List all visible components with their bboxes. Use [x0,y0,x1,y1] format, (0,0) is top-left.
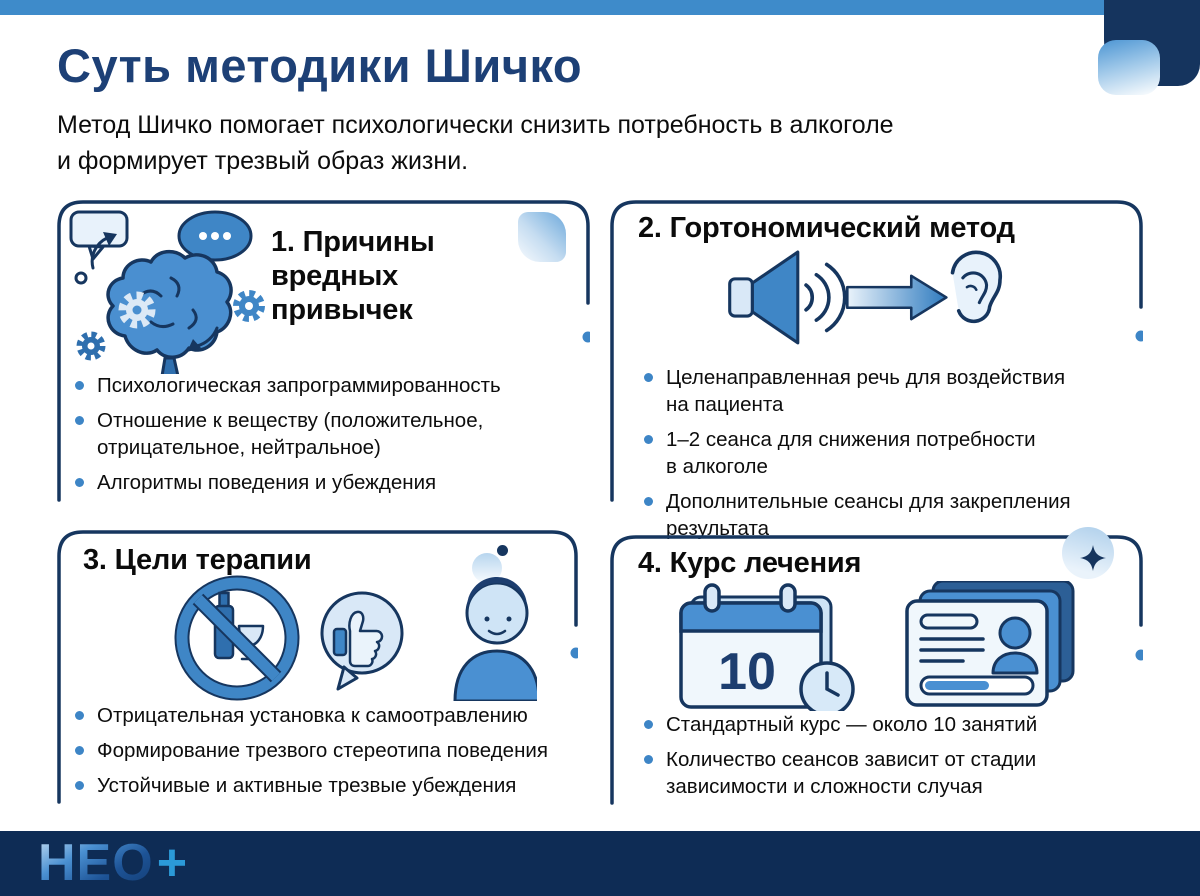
bullet-item: Алгоритмы поведения и убеждения [73,469,578,496]
bullet-item: Стандартный курс — около 10 занятий [642,711,1132,738]
accent-dot-icon [583,332,591,343]
bullet-item: Целенаправленная речь для воздействия на пациента [642,364,1112,418]
card-title: 4. Курс лечения [638,547,862,579]
thumbs-up-icon [322,593,402,689]
bullet-list [73,702,573,807]
clock-icon [801,663,853,711]
bullet-item: Отношение к веществу (положительное, отрицательное, нейтральное) [73,407,578,461]
card-treatment-course [610,535,1143,815]
card-title: 2. Гортономический метод [638,212,1015,244]
arrow-right-icon [847,276,946,319]
bullet-list [73,372,578,504]
speaker-icon [730,252,798,343]
gear-icon [237,294,261,318]
logo-text: НЕО [38,834,154,892]
no-alcohol-icon [182,583,292,693]
bullet-list [642,364,1112,550]
bullet-item: 1–2 сеанса для снижения потребности в алкоголе [642,426,1112,480]
subtitle-line: и формирует трезвый образ жизни. [57,146,469,175]
bullet-item: Устойчивые и активные трезвые убеждения [73,772,573,799]
bullet-item: Психологическая запрограммированность [73,372,578,399]
calendar-icon [681,585,853,711]
therapy-goals-icons [117,575,537,701]
accent-dot-icon [1136,650,1144,661]
brain-with-gears-icon [65,206,270,374]
bullet-item: Отрицательная установка к самоотравлению [73,702,573,729]
gradient-tile-icon [518,212,566,262]
accent-dot-icon [571,648,579,659]
card-gortonomic-method [610,200,1143,540]
bullet-item: Количество сеансов зависит от стадии зависимости и сложности случая [642,746,1132,800]
page-subtitle [57,108,894,179]
bullet-list [642,711,1132,808]
card-title: 3. Цели терапии [83,544,312,576]
neo-plus-logo [38,833,188,893]
gear-icon [80,335,102,357]
footer-bar [0,831,1200,896]
calendar-day-number: 10 [718,643,776,701]
bullet-item: Формирование трезвого стереотипа поведения [73,737,573,764]
card-therapy-goals [57,530,578,815]
id-cards-icon [907,581,1073,705]
gradient-tile-icon [1098,40,1160,95]
sound-waves-icon [806,264,845,330]
accent-dot-icon [1136,331,1144,342]
top-accent-bar [0,0,1200,15]
card-title: 1. Причины вредных привычек [271,226,435,326]
person-icon [455,577,537,701]
speech-bubble-icon [71,212,127,259]
card-causes-of-bad-habits [57,200,590,510]
course-icons [665,581,1085,711]
speech-to-ear-icon [725,250,1015,348]
sparkle-icon [1078,543,1108,573]
logo-plus-sign: + [156,834,189,892]
ear-icon [953,252,1001,321]
subtitle-line: Метод Шичко помогает психологически снизить потребность в алкоголе [57,111,894,139]
page-title: Суть методики Шичко [57,39,583,92]
gear-icon [123,296,151,324]
bullet-item: Дополнительные сеансы для закрепления результата [642,488,1112,542]
